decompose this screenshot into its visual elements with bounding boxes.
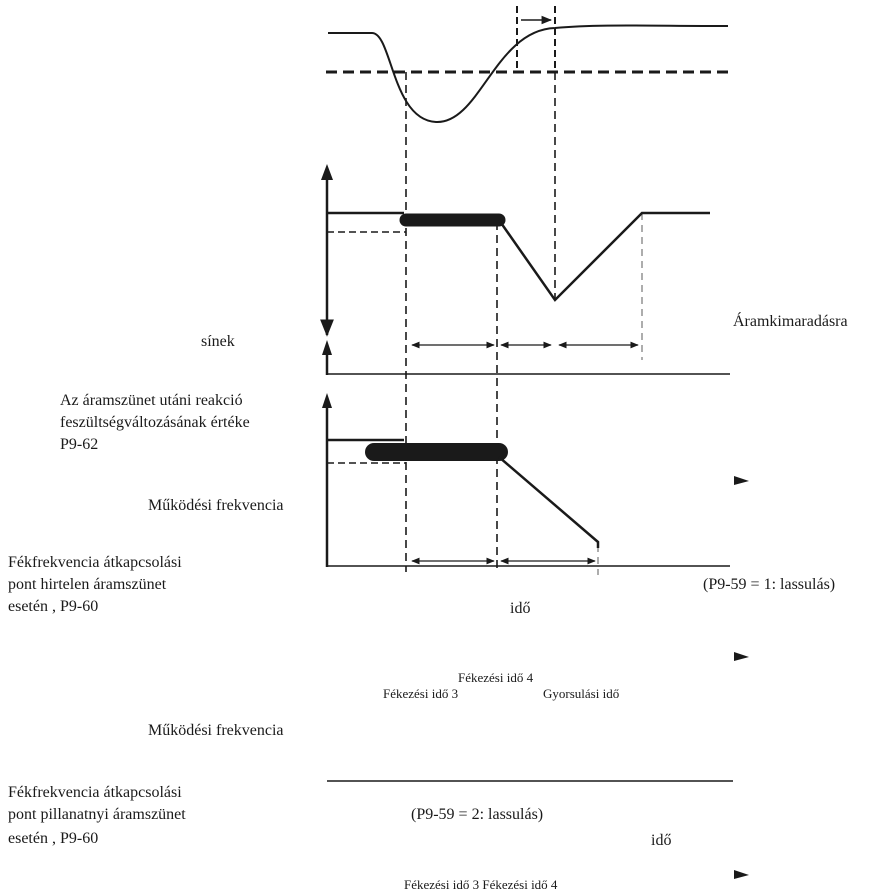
bus-voltage-curve <box>328 26 728 123</box>
fekfrekvencia-1-line-b: pont hirtelen áramszünet <box>8 576 167 593</box>
graph1-y-axis-head <box>321 164 333 180</box>
fekfrekvencia-1-line-c: esetén , P9-60 <box>8 598 99 615</box>
ido-1-label: idő <box>510 600 531 617</box>
ido-2-label: idő <box>651 832 672 849</box>
graph2-decel-line <box>499 457 598 548</box>
sinek-label: sínek <box>201 333 235 350</box>
fekfrekvencia-1-line-a: Fékfrekvencia átkapcsolási <box>8 554 182 571</box>
graph1-y-axis-lower-head <box>322 340 332 355</box>
mode-1-label: (P9-59 = 1: lassulás) <box>703 576 836 593</box>
reakcio-label-2: feszültségváltozásának értéke <box>60 414 250 431</box>
gyorsulasi-ido-label: Gyorsulási idő <box>543 686 620 701</box>
mukodesi-frekvencia-label-1: Működési frekvencia <box>148 497 284 514</box>
p9-62-label: P9-62 <box>60 436 99 453</box>
aramkimaradasra-label: Áramkimaradásra <box>733 313 848 330</box>
fekezesi-ido-3-label: Fékezési idő 3 <box>383 686 459 701</box>
fekfrekvencia-2-line-c: esetén , P9-60 <box>8 830 99 847</box>
triangle-marker-3 <box>734 870 749 879</box>
fekfrekvencia-2-line-a: Fékfrekvencia átkapcsolási <box>8 784 182 801</box>
reakcio-label-1: Az áramszünet utáni reakció <box>60 392 243 409</box>
mukodesi-frekvencia-label-2: Működési frekvencia <box>148 722 284 739</box>
triangle-marker-1 <box>734 476 749 485</box>
triangle-marker-2 <box>734 652 749 661</box>
fekezesi-ido-3-4-label: Fékezési idő 3 Fékezési idő 4 <box>404 877 558 892</box>
graph1-decel-accel-line <box>499 213 710 300</box>
fekfrekvencia-2-line-b: pont pillanatnyi áramszünet <box>8 806 186 823</box>
mode-2-label: (P9-59 = 2: lassulás) <box>411 806 544 823</box>
fekezesi-ido-4-label: Fékezési idő 4 <box>458 670 534 685</box>
